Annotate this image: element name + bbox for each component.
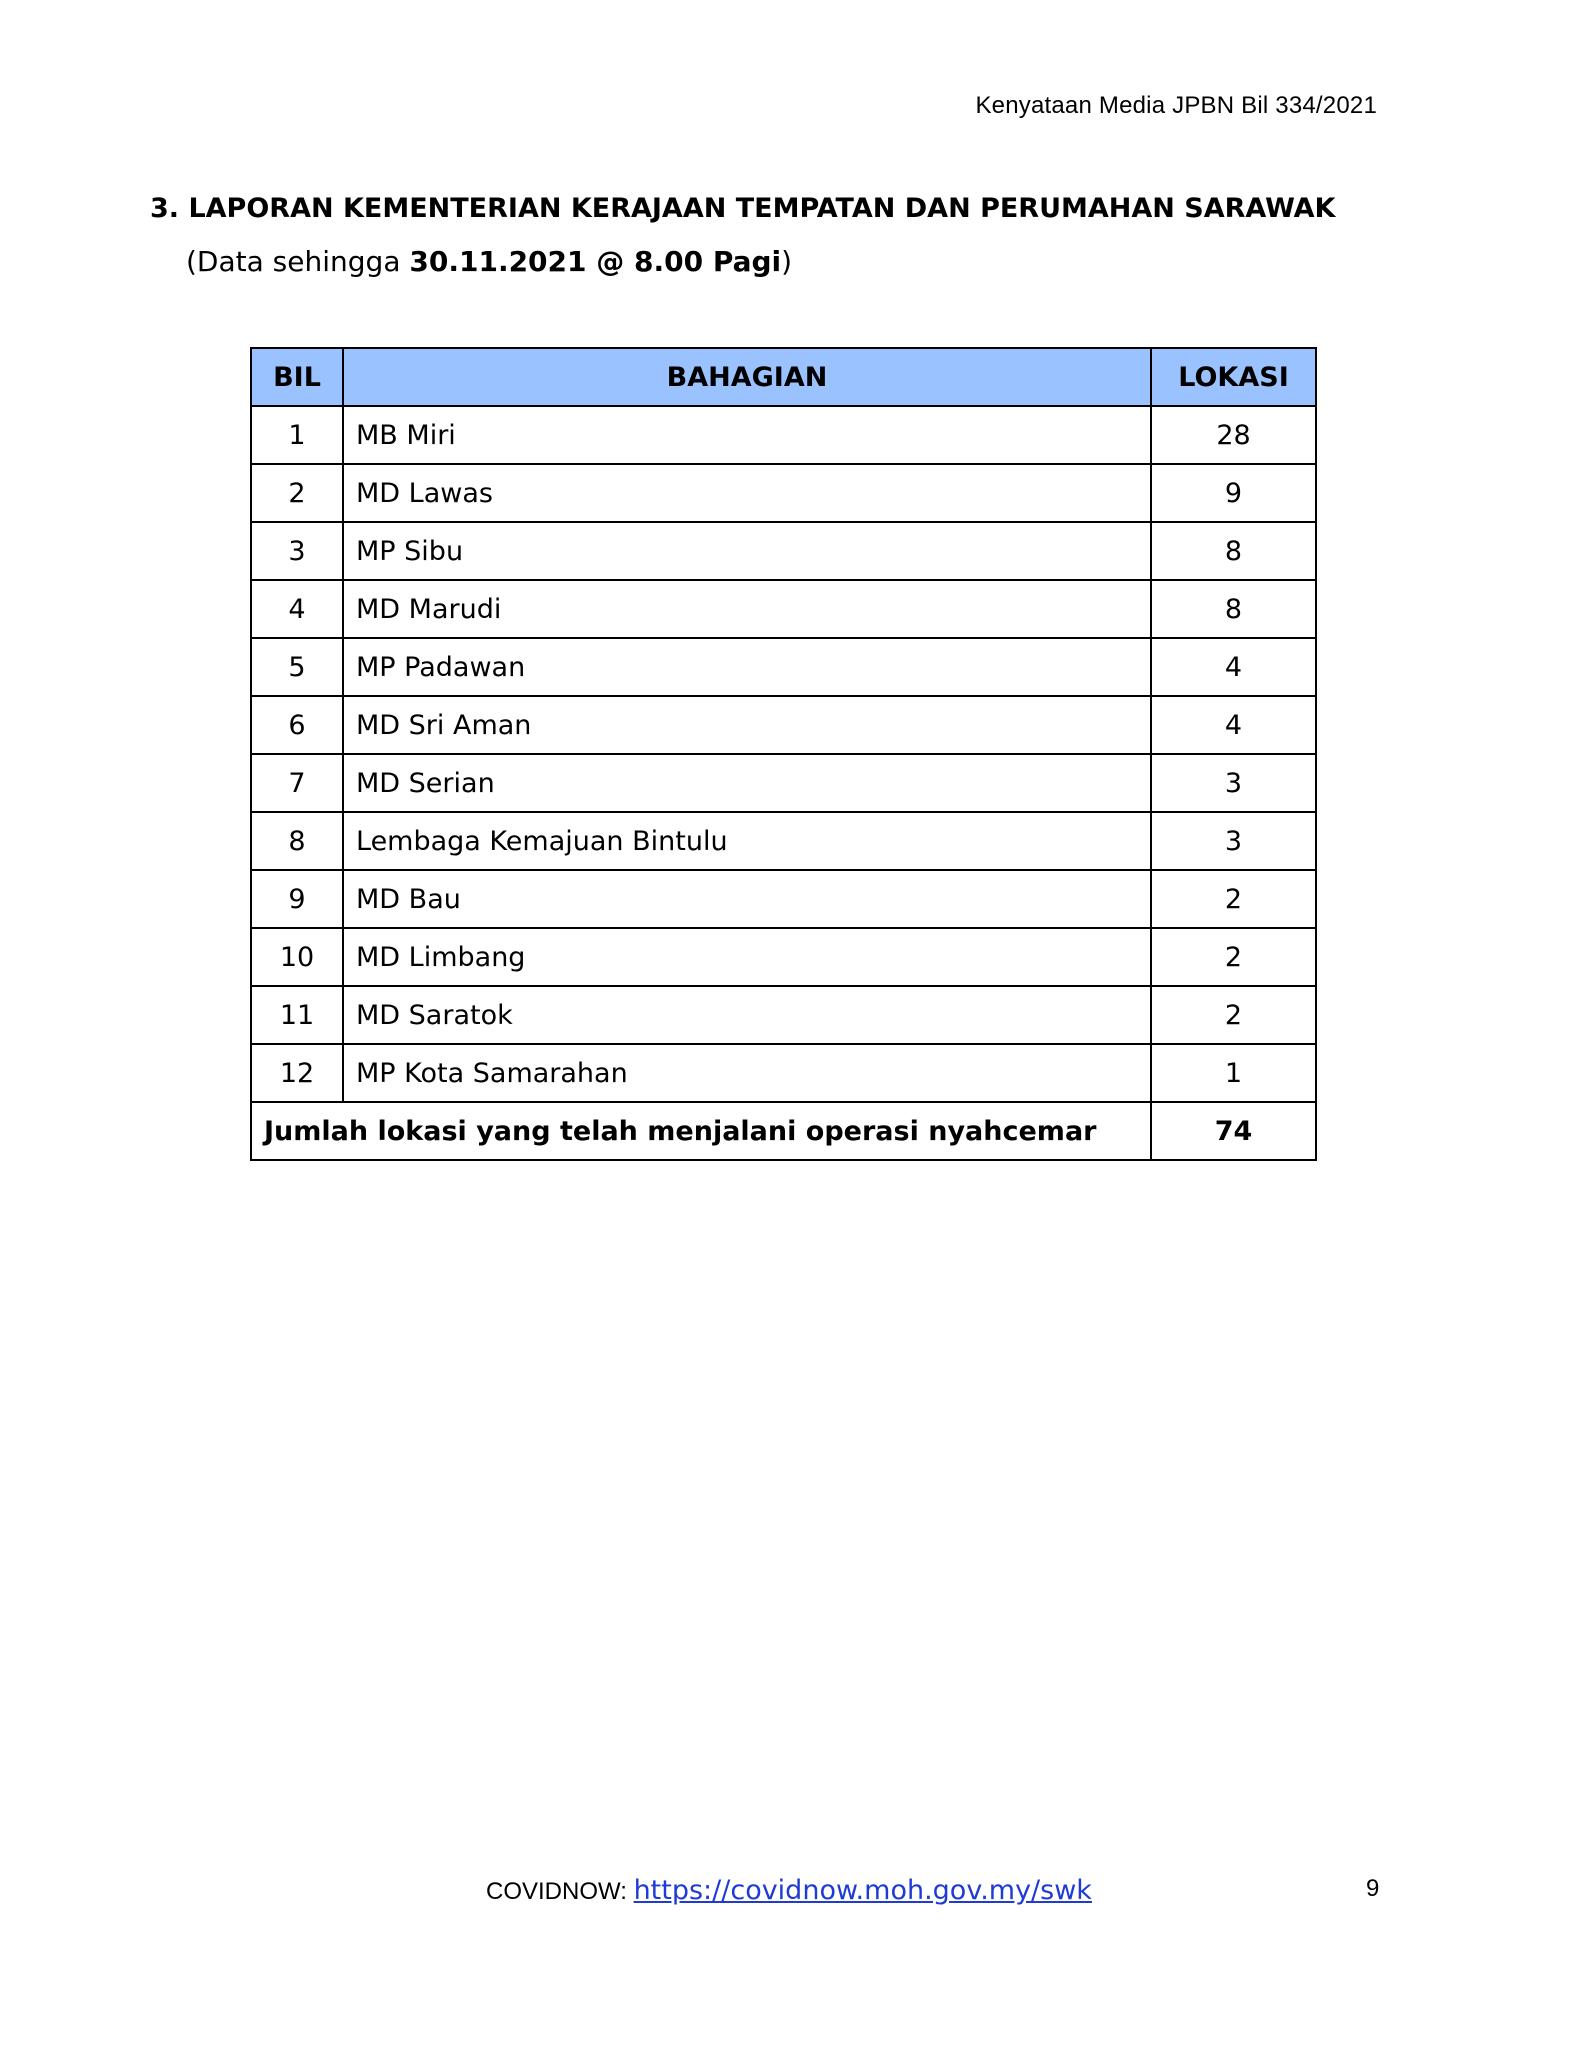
cell-bil: 3 xyxy=(251,522,343,580)
cell-lokasi: 28 xyxy=(1151,406,1316,464)
section-subtitle xyxy=(186,245,792,278)
table-row xyxy=(251,986,1316,1044)
cell-bil: 2 xyxy=(251,464,343,522)
cell-bil: 9 xyxy=(251,870,343,928)
cell-bahagian: MP Kota Samarahan xyxy=(343,1044,1151,1102)
cell-lokasi: 4 xyxy=(1151,638,1316,696)
cell-bahagian: Lembaga Kemajuan Bintulu xyxy=(343,812,1151,870)
cell-bahagian: MB Miri xyxy=(343,406,1151,464)
document-reference: Kenyataan Media JPBN Bil 334/2021 xyxy=(975,92,1377,119)
table-row xyxy=(251,696,1316,754)
cell-bahagian: MP Padawan xyxy=(343,638,1151,696)
header-bahagian: BAHAGIAN xyxy=(343,348,1151,406)
total-label: Jumlah lokasi yang telah menjalani operasi nyahcemar xyxy=(251,1102,1151,1160)
subtitle-date: 30.11.2021 @ 8.00 Pagi xyxy=(409,245,782,278)
table-header-row xyxy=(251,348,1316,406)
cell-lokasi: 3 xyxy=(1151,754,1316,812)
header-bil: BIL xyxy=(251,348,343,406)
cell-bil: 6 xyxy=(251,696,343,754)
header-lokasi: LOKASI xyxy=(1151,348,1316,406)
table-row xyxy=(251,754,1316,812)
subtitle-suffix: ) xyxy=(781,245,793,278)
cell-lokasi: 4 xyxy=(1151,696,1316,754)
cell-bahagian: MD Bau xyxy=(343,870,1151,928)
cell-bil: 5 xyxy=(251,638,343,696)
table-row xyxy=(251,638,1316,696)
cell-bahagian: MD Serian xyxy=(343,754,1151,812)
subtitle-prefix: (Data sehingga xyxy=(186,245,410,278)
cell-lokasi: 8 xyxy=(1151,580,1316,638)
total-value: 74 xyxy=(1151,1102,1316,1160)
footer-source xyxy=(486,1875,1092,1906)
cell-lokasi: 2 xyxy=(1151,870,1316,928)
cell-bil: 12 xyxy=(251,1044,343,1102)
covidnow-link[interactable]: https://covidnow.moh.gov.my/swk xyxy=(633,1875,1092,1906)
table-row xyxy=(251,1044,1316,1102)
total-row xyxy=(251,1102,1316,1160)
cell-lokasi: 1 xyxy=(1151,1044,1316,1102)
cell-bil: 11 xyxy=(251,986,343,1044)
table-row xyxy=(251,464,1316,522)
table-row xyxy=(251,928,1316,986)
table-row xyxy=(251,522,1316,580)
cell-lokasi: 2 xyxy=(1151,986,1316,1044)
cell-bil: 7 xyxy=(251,754,343,812)
cell-bahagian: MP Sibu xyxy=(343,522,1151,580)
cell-lokasi: 2 xyxy=(1151,928,1316,986)
section-title: 3. LAPORAN KEMENTERIAN KERAJAAN TEMPATAN DAN PERUMAHAN SARAWAK xyxy=(150,193,1336,224)
cell-bil: 10 xyxy=(251,928,343,986)
footer-label: COVIDNOW: xyxy=(486,1878,634,1905)
cell-bahagian: MD Marudi xyxy=(343,580,1151,638)
cell-bil: 1 xyxy=(251,406,343,464)
table-row xyxy=(251,870,1316,928)
table-row xyxy=(251,580,1316,638)
table-row xyxy=(251,406,1316,464)
cell-bil: 8 xyxy=(251,812,343,870)
cell-bahagian: MD Lawas xyxy=(343,464,1151,522)
cell-bil: 4 xyxy=(251,580,343,638)
cell-lokasi: 3 xyxy=(1151,812,1316,870)
cell-bahagian: MD Saratok xyxy=(343,986,1151,1044)
report-table xyxy=(250,347,1317,1161)
cell-bahagian: MD Sri Aman xyxy=(343,696,1151,754)
cell-lokasi: 8 xyxy=(1151,522,1316,580)
table-row xyxy=(251,812,1316,870)
cell-lokasi: 9 xyxy=(1151,464,1316,522)
cell-bahagian: MD Limbang xyxy=(343,928,1151,986)
page-number: 9 xyxy=(1366,1875,1380,1902)
